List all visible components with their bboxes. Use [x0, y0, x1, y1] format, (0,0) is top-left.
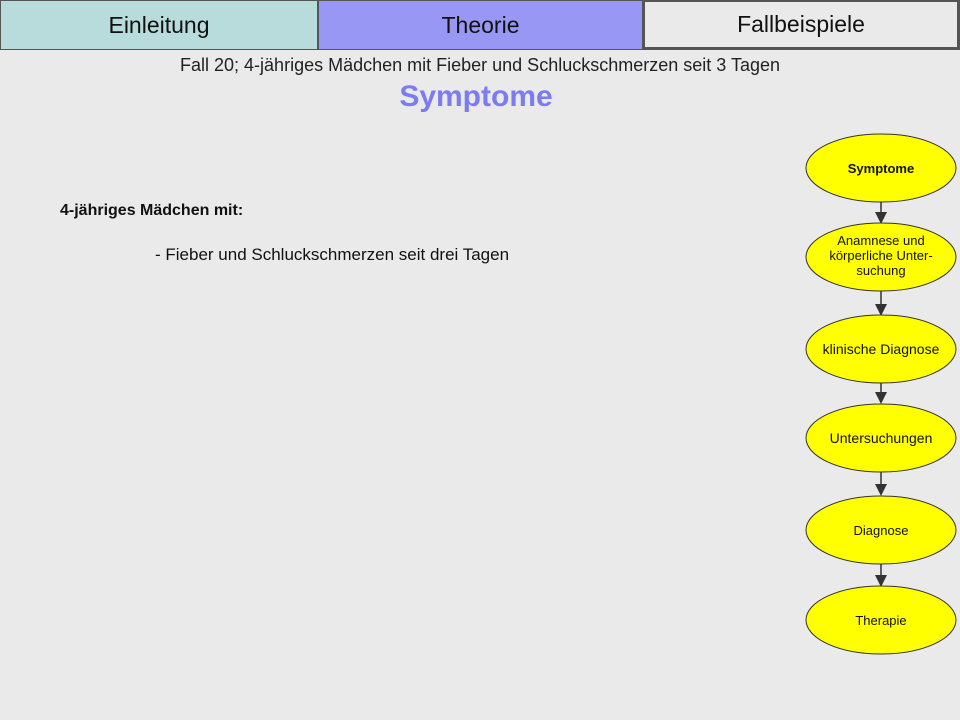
tab-fallbeispiele[interactable]: Fallbeispiele: [643, 0, 960, 50]
flow-node-label: Untersuchungen: [829, 430, 933, 446]
patient-intro: 4-jähriges Mädchen mit:: [60, 202, 244, 219]
flow-node-label-line: suchung: [856, 263, 906, 278]
case-subtitle: Fall 20; 4-jähriges Mädchen mit Fieber und Schluckschmerzen seit 3 Tagen: [180, 55, 780, 75]
tab-einleitung[interactable]: Einleitung: [0, 0, 318, 50]
flow-node-label-line: Anamnese und: [837, 233, 925, 248]
symptom-item: - Fieber und Schluckschmerzen seit drei Tagen: [155, 245, 510, 264]
flow-node-label: klinische Diagnose: [822, 341, 940, 357]
flow-node-label: Symptome: [847, 161, 915, 176]
flow-node-label: Therapie: [855, 613, 907, 628]
flow-node-label: Diagnose: [853, 523, 909, 538]
page-title: Symptome: [399, 80, 553, 113]
tab-theorie[interactable]: Theorie: [318, 0, 643, 50]
flow-node-label-line: körperliche Unter-: [829, 248, 933, 263]
flow-node-label-multiline: [801, 233, 960, 278]
